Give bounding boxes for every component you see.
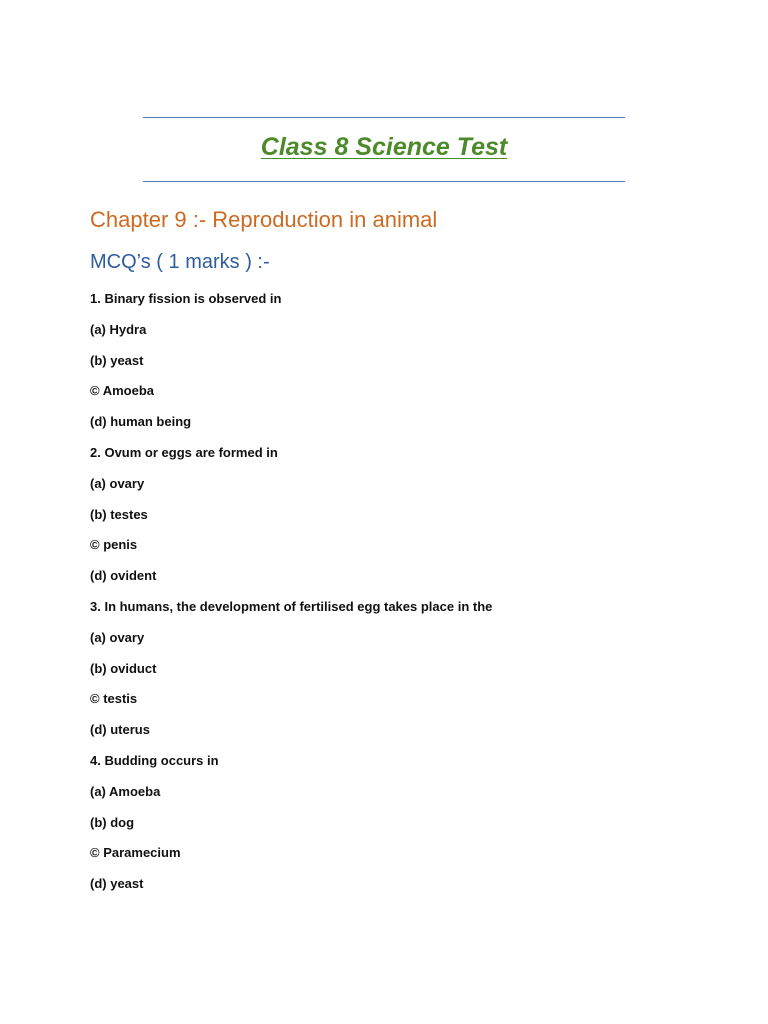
q4-option-c: © Paramecium <box>90 845 181 861</box>
q2-option-c: © penis <box>90 537 138 553</box>
q4-option-b: (b) dog <box>90 814 135 830</box>
question-list <box>90 288 492 904</box>
q1-option-d: (d) human being <box>90 414 192 430</box>
q1-option-c: © Amoeba <box>90 383 154 399</box>
title-bottom-rule <box>143 181 625 182</box>
q2-option-b: (b) testes <box>90 506 148 522</box>
q3-option-b: (b) oviduct <box>90 660 157 676</box>
question-4: 4. Budding occurs in <box>90 752 219 768</box>
q1-option-a: (a) Hydra <box>90 321 147 337</box>
question-3: 3. In humans, the development of fertilised egg takes place in the <box>90 598 493 614</box>
q3-option-c: © testis <box>90 691 138 707</box>
chapter-heading: Chapter 9 :- Reproduction in animal <box>90 207 438 232</box>
q3-option-a: (a) ovary <box>90 629 145 645</box>
section-heading: MCQ’s ( 1 marks ) :- <box>90 251 270 273</box>
q4-option-a: (a) Amoeba <box>90 783 161 799</box>
q1-option-b: (b) yeast <box>90 352 144 368</box>
q3-option-d: (d) uterus <box>90 722 150 738</box>
q4-option-d: (d) yeast <box>90 876 144 892</box>
document-title <box>0 131 768 163</box>
document-title-text: Class 8 Science Test <box>260 133 508 161</box>
question-1: 1. Binary fission is observed in <box>90 291 282 306</box>
q2-option-a: (a) ovary <box>90 475 145 491</box>
q2-option-d: (d) ovident <box>90 568 157 584</box>
title-top-rule <box>143 117 625 118</box>
question-2: 2. Ovum or eggs are formed in <box>90 444 278 460</box>
